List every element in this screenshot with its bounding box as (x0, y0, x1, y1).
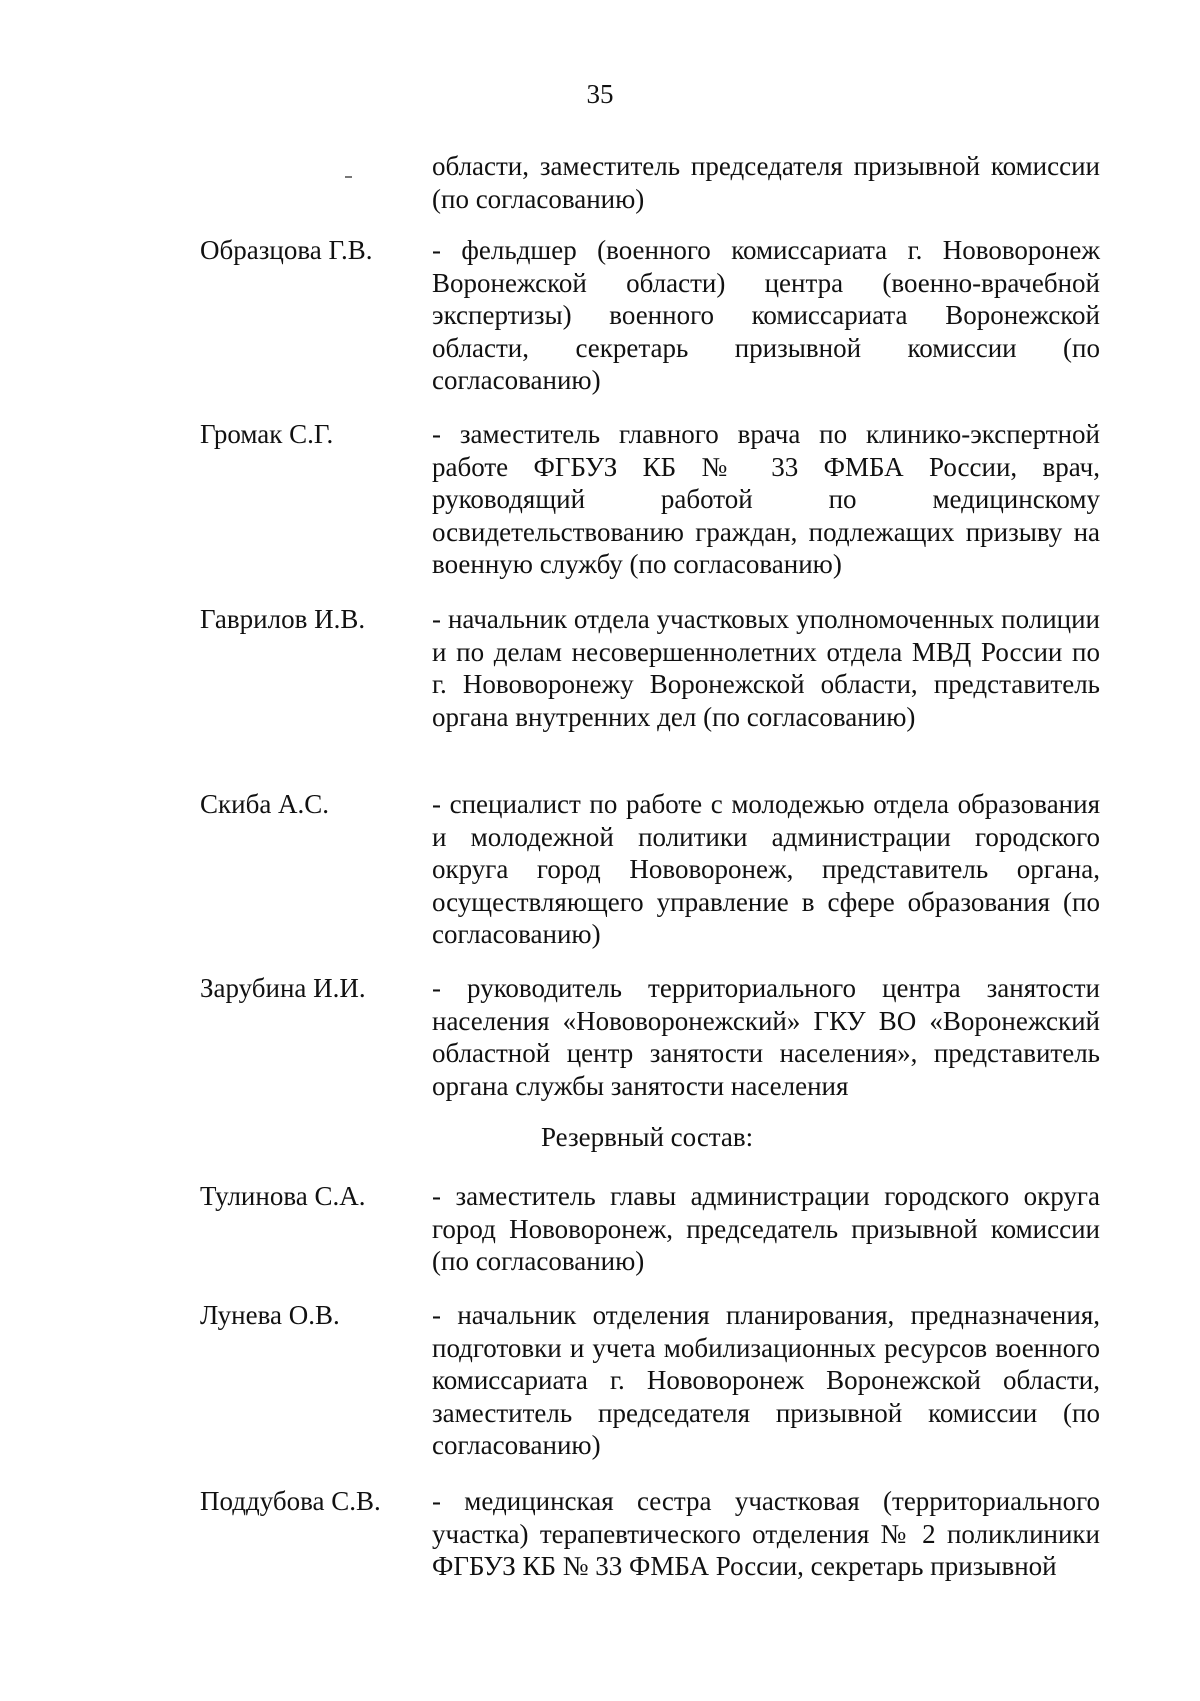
member-role: - заместитель главного врача по клинико-экспертной работе ФГБУЗ КБ № 33 ФМБА России, врач, руководящий работой по медицинскому освидетельствованию граждан, подлежащих призыву на военную службу (по согласованию) (432, 419, 1100, 579)
member-name: Образцова Г.В. (200, 235, 373, 265)
member-name: Скиба А.С. (200, 789, 330, 819)
member-name: Зарубина И.И. (200, 973, 366, 1003)
member-name: Лунева О.В. (200, 1300, 340, 1330)
member-role: - руководитель территориального центра занятости населения «Нововоронежский» ГКУ ВО «Воронежский областной центр занятости населения», представитель органа службы занятости населения (432, 973, 1100, 1101)
member-role: - специалист по работе с молодежью отдела образования и молодежной политики администрации городского округа город Нововоронеж, представитель органа, осуществляющего управление в сфере образования (по согласованию) (432, 789, 1100, 949)
member-name: Поддубова С.В. (200, 1486, 381, 1516)
member-name: Гаврилов И.В. (200, 604, 366, 634)
page-number: 35 (586, 79, 614, 109)
member-role: - фельдшер (военного комиссариата г. Нововоронеж Воронежской области) центра (военно-врачебной экспертизы) военного комиссариата Воронежской области, секретарь призывной комиссии (по согласованию) (432, 235, 1100, 395)
scan-mark (345, 176, 352, 178)
member-name: Громак С.Г. (200, 419, 334, 449)
member-role: - заместитель главы администрации городского округа город Нововоронеж, председатель призывной комиссии (по согласованию) (432, 1181, 1100, 1276)
member-role: - начальник отделения планирования, предназначения, подготовки и учета мобилизационных ресурсов военного комиссариата г. Нововоронеж Воронежской области, заместитель председателя призывной комиссии (по согласованию) (432, 1300, 1100, 1460)
member-role: - медицинская сестра участковая (территориального участка) терапевтического отделения № 2 поликлиники ФГБУЗ КБ № 33 ФМБА России, секретарь призывной (432, 1486, 1100, 1581)
continuation-text: области, заместитель председателя призывной комиссии (по согласованию) (432, 151, 1100, 214)
member-role: - начальник отдела участковых уполномоченных полиции и по делам несовершеннолетних отдела МВД России по г. Нововоронежу Воронежской области, представитель органа внутренних дел (по согласованию) (432, 604, 1100, 732)
member-name: Тулинова С.А. (200, 1181, 366, 1211)
reserve-heading: Резервный состав: (541, 1122, 754, 1152)
